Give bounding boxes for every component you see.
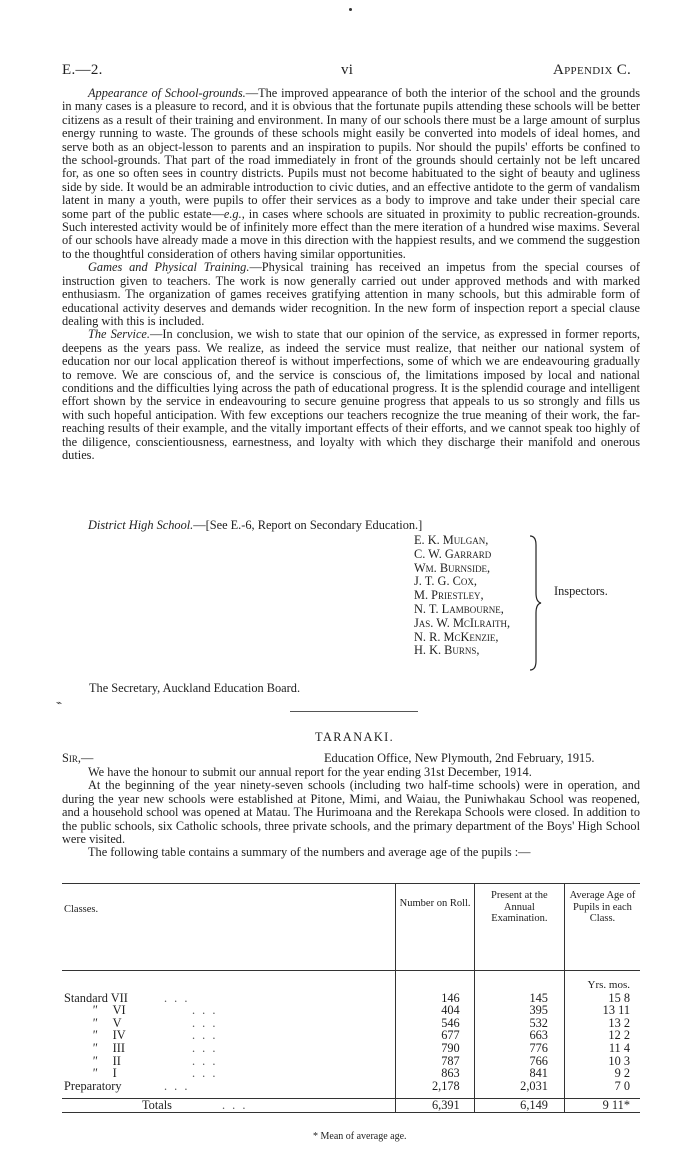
inspector-signatures: [414, 534, 510, 658]
age-value: 7 0: [564, 1080, 640, 1093]
present-value: 663: [474, 1029, 564, 1042]
paragraph-title: Appearance of School-grounds.: [88, 86, 246, 100]
age-value: 15 8: [564, 992, 640, 1005]
header-appendix: Appendix C.: [553, 62, 632, 78]
inspectors-label: Inspectors.: [554, 584, 608, 598]
paragraph-service: [62, 328, 640, 462]
summary-table: [62, 883, 640, 1113]
brace-glyph: [528, 535, 542, 671]
roll-value: 787: [396, 1055, 474, 1068]
table-row: " VI . . . 404 395 13 11: [62, 1004, 640, 1017]
present-value: 2,031: [474, 1080, 564, 1093]
paragraph-intro: We have the honour to submit our annual report for the year ending 31st December, 1914.: [88, 765, 532, 779]
col-header-classes: Classes.: [62, 884, 396, 971]
present-value: 532: [474, 1017, 564, 1030]
table-row: Preparatory . . . 2,178 2,031 7 0: [62, 1080, 640, 1093]
addressee: The Secretary, Auckland Education Board.: [89, 681, 301, 695]
table-row: " IV . . . 677 663 12 2: [62, 1029, 640, 1042]
totals-label: Totals: [142, 1098, 172, 1113]
present-value: 841: [474, 1067, 564, 1080]
inspector-name: C. W. Garrard: [414, 546, 492, 561]
age-units: Yrs. mos.: [564, 971, 640, 992]
table-row: " II . . . 787 766 10 3: [62, 1055, 640, 1068]
section-divider: [290, 711, 418, 712]
inspector-name: H. K. Burns,: [414, 643, 480, 658]
ditto-mark: ": [92, 1053, 98, 1068]
ditto-mark: ": [92, 1028, 98, 1043]
inspector-name: M. Priestley,: [414, 588, 484, 603]
present-value: 145: [474, 992, 564, 1005]
col-header-roll: Number on Roll.: [396, 884, 474, 971]
present-value: 395: [474, 1004, 564, 1017]
district-text: —[See E.-6, Report on Secondary Education.]: [193, 518, 423, 532]
paragraph-text-tail: , in cases where schools are situated in proximity to public recreation-grounds. Such interested activity would be of infinitely more effect than the mere iteration of a hundred wise maxims. Several of our schools have already made a move in this direction with the happiest results, and we commend the suggestion to the thoughtful consideration of others having similar opportunities.: [62, 206, 640, 261]
present-value: 766: [474, 1055, 564, 1068]
inspector-name: Wm. Burnside,: [414, 560, 491, 575]
inspector-name: Jas. W. McIlraith,: [414, 615, 511, 630]
ditto-mark: ": [92, 1003, 98, 1018]
dateline: Education Office, New Plymouth, 2nd February, 1915.: [324, 751, 595, 765]
age-value: 9 2: [564, 1067, 640, 1080]
roll-value: 404: [396, 1004, 474, 1017]
ditto-mark: ": [92, 1040, 98, 1055]
class-name: Preparatory: [64, 1078, 122, 1093]
inspector-name: N. T. Lambourne,: [414, 601, 504, 616]
paragraph-text: —The improved appearance of both the interior of the school and the grounds in many cases is a pleasure to record, and it is obvious that the fortunate pupils attending these schools will be better citizens as a result of their training and environment. In many of our schools there must be a large amount of surplus energy running to waste. The grounds of these schools might easily be converted into models of ideal homes, and serve both as an object-lesson to parents and an inspiration to pupils. Nor should the pupils' efforts be confined to the school-grounds. That part of the road immediately in front of the grounds should certainly not be left uncared for, as one so often sees in country districts. Pupils must not become habituated to the sight of beauty and ugliness side by side. It would be an admirable introduction to civic duties, and an effective antidote to the germ of vandalism latent in many a youth, were pupils to offer their services as a body to improve and take under their special care some part of the public estate—: [62, 86, 640, 221]
ditto-mark: ": [92, 1066, 98, 1081]
age-value: 13 11: [564, 1004, 640, 1017]
roll-value: 146: [396, 992, 474, 1005]
age-value: 12 2: [564, 1029, 640, 1042]
section-title: TARANAKI.: [315, 730, 395, 744]
district-high-school-note: [88, 518, 422, 533]
inspector-name: J. T. G. Cox,: [414, 574, 477, 589]
table-row: Standard VII . . . 146 145 15 8: [62, 992, 640, 1005]
roll-total: 6,391: [396, 1099, 474, 1113]
class-name: Standard VII: [64, 990, 128, 1005]
district-title: District High School.: [88, 518, 194, 532]
class-name: IV: [112, 1028, 126, 1043]
roll-value: 677: [396, 1029, 474, 1042]
class-name: III: [112, 1040, 125, 1055]
totals-row: Totals . . . 6,391 6,149 9 11*: [62, 1099, 640, 1113]
paragraph-text: —In conclusion, we wish to state that our opinion of the service, as expressed in former reports, deepens as the years pass. We realize, as indeed the service must realize, that neither our national system of education nor our local application thereof is without imperfections, some of which we are endeavouring gradually to remove. We are conscious of, and the service is conscious of, the limitations imposed by local and national conditions and the difficulties lying across the path of educational progress. It is the splendid courage and intelligent effort shown by the service in endeavouring to secure genuine progress that appeals to us so strongly and fills us with such hopeful anticipation. With few exceptions our teachers recognize the true meaning of their work, the far-reaching results of their example, and the vitally important effects of their efforts, and we cannot speak too highly of the diligence, conscientiousness, earnestness, and loyalty with which they discharge their manifold and onerous duties.: [62, 327, 640, 462]
salutation: Sir,—: [62, 751, 94, 765]
roll-value: 2,178: [396, 1080, 474, 1093]
present-value: 776: [474, 1042, 564, 1055]
class-name: I: [112, 1066, 117, 1081]
col-header-present: Present at the Annual Examination.: [474, 884, 564, 971]
report-body: [62, 87, 640, 462]
table-row: " V . . . 546 532 13 2: [62, 1017, 640, 1030]
paragraph-schools: At the beginning of the year ninety-seven schools (including two half-time schools) were in operation, and during the year new schools were established at Pitone, Mimi, and Waiau, the Puniwhakau School was reopened, and a household school was opened at Matau. The Hurimoana and the Rerekapa Schools were closed. In addition to the public schools, six Catholic schools, three private schools, and the primary department of the Boys' High School were visited.: [62, 778, 640, 847]
paragraph-school-grounds: [62, 87, 640, 261]
paragraph-games: [62, 261, 640, 328]
present-total: 6,149: [474, 1099, 564, 1113]
paragraph-table-intro: The following table contains a summary of the numbers and average age of the pupils :—: [88, 845, 531, 860]
paragraph-abbrev: e.g.: [223, 206, 242, 221]
table-footnote: * Mean of average age.: [313, 1131, 407, 1142]
roll-value: 863: [396, 1067, 474, 1080]
header-page-number: vi: [341, 62, 354, 78]
paragraph-text: —Physical training has received an impetus from the special courses of instruction given to teachers. The work is now generally carried out under approved methods and with marked enthusiasm. The organization of games receives gratifying attention in many schools, but this admirable form of educational activity deserves and demands wider recognition. In the new form of inspection report a special clause dealing with this is included.: [62, 260, 640, 328]
taranaki-body: [62, 766, 640, 860]
page-dot: [349, 8, 352, 11]
class-name: V: [112, 1015, 122, 1030]
inspector-name: N. R. McKenzie,: [414, 629, 499, 644]
age-value: 10 3: [564, 1055, 640, 1068]
ditto-mark: ": [92, 1015, 98, 1030]
table-row: [62, 971, 640, 992]
class-name: II: [112, 1053, 121, 1068]
col-header-age: Average Age of Pupils in each Class.: [564, 884, 640, 971]
paragraph-title: The Service.: [88, 327, 151, 342]
age-mean: 9 11*: [564, 1099, 640, 1113]
inspector-name: E. K. Mulgan,: [414, 533, 489, 547]
margin-mark: ⌁: [56, 698, 63, 709]
age-value: 11 4: [564, 1042, 640, 1055]
class-name: VI: [112, 1003, 126, 1018]
roll-value: 790: [396, 1042, 474, 1055]
table-row: " III . . . 790 776 11 4: [62, 1042, 640, 1055]
paragraph-title: Games and Physical Training.: [88, 260, 250, 275]
table-row: " I . . . 863 841 9 2: [62, 1067, 640, 1080]
roll-value: 546: [396, 1017, 474, 1030]
header-reference: E.—2.: [62, 62, 103, 78]
table-header-row: [62, 884, 640, 971]
age-value: 13 2: [564, 1017, 640, 1030]
